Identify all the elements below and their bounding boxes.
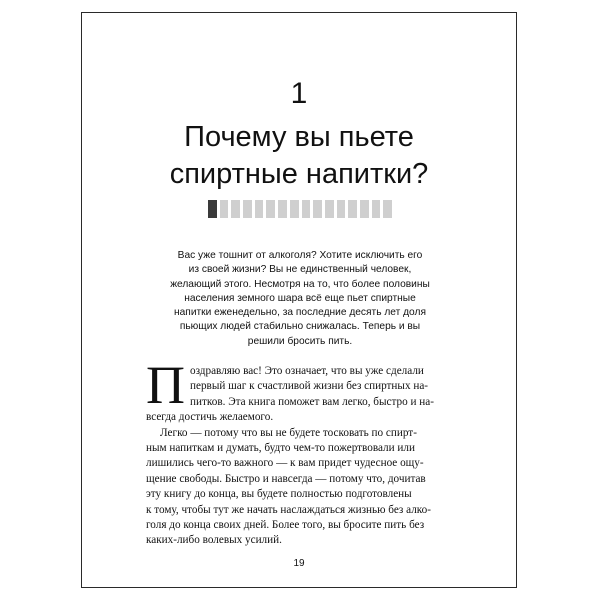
intro-line: желающий этого. Несмотря на то, что более половины xyxy=(170,278,430,290)
progress-cell xyxy=(360,200,369,218)
chapter-number: 1 xyxy=(290,77,308,110)
progress-cell xyxy=(348,200,357,218)
body-text xyxy=(146,364,454,549)
progress-cell xyxy=(372,200,381,218)
page-number: 19 xyxy=(293,558,305,569)
intro-line: Вас уже тошнит от алкоголя? Хотите исключить его xyxy=(177,250,423,261)
intro-line: решили бросить пить. xyxy=(247,335,353,347)
paragraph-line: лишились чего-то важного — к вам придет чудесное ощу- xyxy=(146,457,424,470)
progress-cell xyxy=(278,200,287,218)
progress-cell xyxy=(290,200,299,218)
paragraph-line: первый шаг к счастливой жизни без спиртных на- xyxy=(190,380,429,393)
paragraph-line: эту книгу до конца, вы будете полностью подготовлены xyxy=(146,488,412,501)
paragraph-line: каких-либо волевых усилий. xyxy=(146,534,282,547)
intro-line: населения земного шара всё еще пьет спиртные xyxy=(184,292,416,304)
progress-cell xyxy=(220,200,229,218)
paragraph-line: щение свободы. Быстро и навсегда — потому что, дочитав xyxy=(146,472,426,485)
chapter-intro xyxy=(154,249,446,349)
paragraph-line: питков. Эта книга поможет вам легко, быстро и на- xyxy=(190,395,434,408)
progress-cell xyxy=(302,200,311,218)
progress-cell xyxy=(266,200,275,218)
progress-cell xyxy=(208,200,217,218)
chapter-title-line: спиртные напитки? xyxy=(169,158,429,190)
paragraph-line: оздравляю вас! Это означает, что вы уже сделали xyxy=(190,365,424,377)
paragraph-line: ным напиткам и думать, будто чем-то пожертвовали или xyxy=(146,441,415,454)
chapter-title-line: Почему вы пьете xyxy=(184,121,414,153)
paragraph-line: к тому, чтобы тут же начать наслаждаться жизнью без алко- xyxy=(146,503,431,516)
progress-cell xyxy=(325,200,334,218)
paragraph-line: голя до конца своих дней. Более того, вы бросите пить без xyxy=(146,518,425,531)
chapter-progress-bar xyxy=(208,200,392,218)
paragraph-line: Легко — потому что вы не будете тосковать по спирт- xyxy=(160,426,417,439)
progress-cell xyxy=(383,200,392,218)
intro-line: из своей жизни? Вы не единственный человек, xyxy=(188,264,412,276)
chapter-title xyxy=(82,119,516,193)
drop-cap: П xyxy=(146,355,185,415)
progress-cell xyxy=(231,200,240,218)
paragraph-line: всегда достичь желаемого. xyxy=(146,411,274,424)
progress-cell xyxy=(255,200,264,218)
progress-cell xyxy=(337,200,346,218)
intro-line: напитки еженедельно, за последние десять лет доля xyxy=(174,307,426,319)
book-page xyxy=(81,12,517,588)
progress-cell xyxy=(313,200,322,218)
intro-line: пьющих людей стабильно снижалась. Теперь и вы xyxy=(179,321,421,333)
progress-cell xyxy=(243,200,252,218)
